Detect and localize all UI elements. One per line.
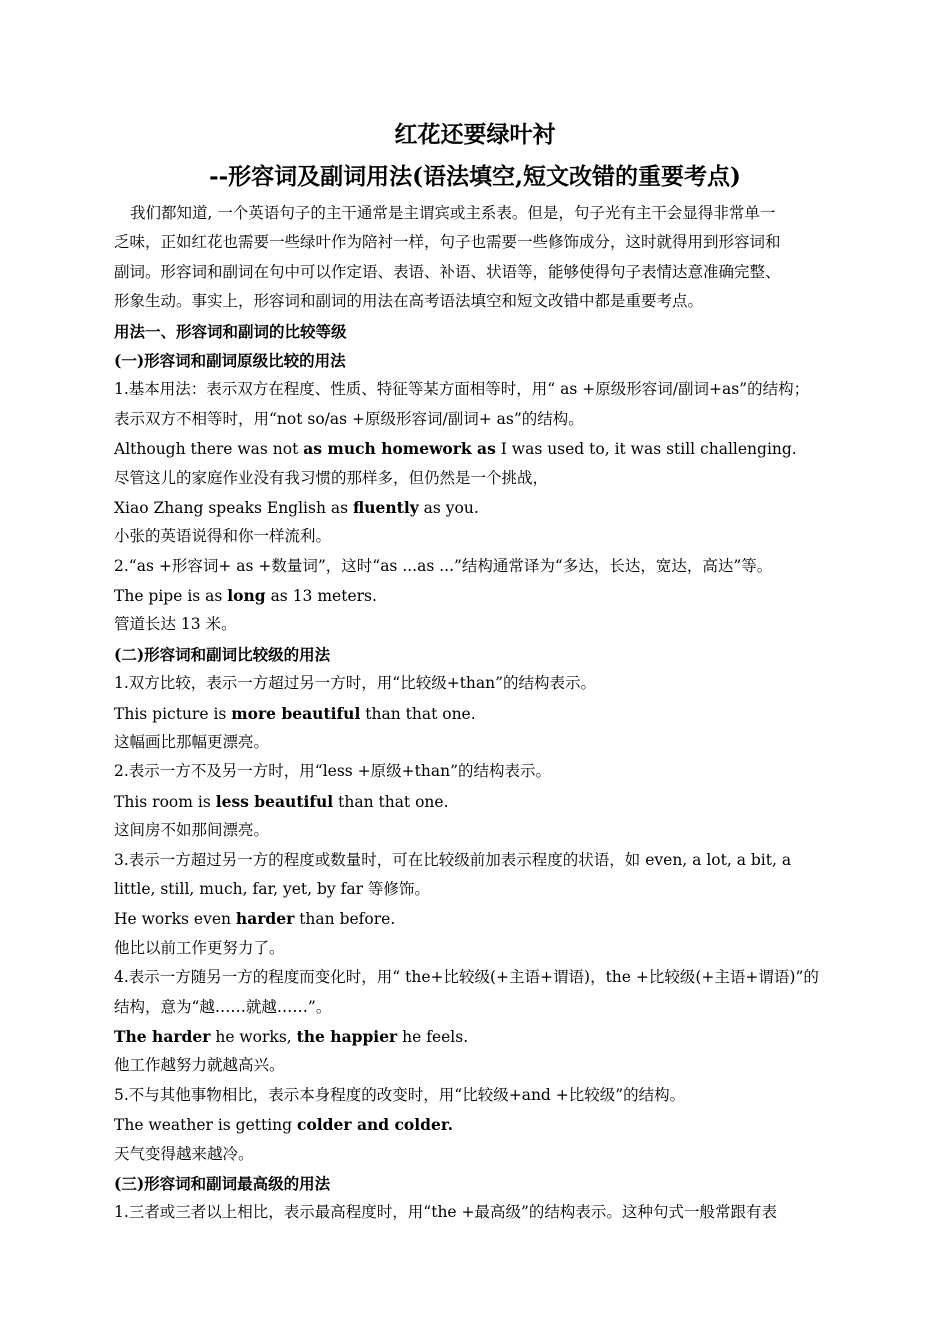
intro-line: 形象生动。事实上，形容词和副词的用法在高考语法填空和短文改错中都是重要考点。 — [114, 292, 704, 311]
example-text: as 13 meters. — [265, 587, 377, 606]
subsection-heading: (三)形容词和副词最高级的用法 — [114, 1173, 331, 1193]
example-text: The weather is getting — [114, 1116, 298, 1135]
rule-text: 1.三者或三者以上相比，表示最高程度时，用“the +最高级”的结构表示。这种句式一般常跟有表 — [114, 1203, 777, 1222]
example-text: I was used to, it was still challenging. — [495, 440, 797, 459]
rule-text: 2.“as +形容词+ as +数量词”，这时“as ...as ...”结构通常译为“多达，长达，宽达，高达”等。 — [114, 556, 773, 575]
example-text: as you. — [418, 498, 479, 517]
subsection-heading: (一)形容词和副词原级比较的用法 — [114, 350, 346, 370]
example-translation: 这间房不如那间漂亮。 — [114, 821, 270, 840]
example-keyword: fluently — [353, 497, 419, 517]
example-sentence — [114, 1022, 842, 1051]
document-body — [114, 199, 842, 1228]
section-heading: 用法一、形容词和副词的比较等级 — [114, 321, 347, 341]
example-text: Xiao Zhang speaks English as — [114, 498, 354, 517]
intro-line: 乏味，正如红花也需要一些绿叶作为陪衬一样，句子也需要一些修饰成分，这时就得用到形容词和 — [114, 233, 781, 252]
example-keyword: less beautiful — [215, 791, 334, 811]
example-keyword: harder — [235, 909, 295, 929]
example-text: Although there was not — [114, 440, 304, 459]
example-sentence — [114, 581, 842, 610]
document-subtitle: --形容词及副词用法(语法填空,短文改错的重要考点) — [209, 163, 741, 190]
rule-text: 1.基本用法：表示双方在程度、性质、特征等某方面相等时，用“ as +原级形容词/副词+as”的结构； — [114, 380, 810, 399]
example-text: than that one. — [360, 704, 476, 723]
example-text: he feels. — [397, 1027, 469, 1046]
example-text: He works even — [114, 910, 236, 929]
example-keyword: long — [227, 586, 266, 606]
example-translation: 天气变得越来越冷。 — [114, 1144, 254, 1163]
rule-text: 5.不与其他事物相比，表示本身程度的改变时，用“比较级+and +比较级”的结构。 — [114, 1085, 686, 1104]
example-translation: 管道长达 13 米。 — [114, 615, 237, 634]
intro-line: 副词。形容词和副词在句中可以作定语、表语、补语、状语等，能够使得句子表情达意准确完整、 — [114, 262, 781, 281]
example-keyword: more beautiful — [231, 703, 361, 723]
rule-text: 表示双方不相等时，用“not so/as +原级形容词/副词+ as”的结构。 — [114, 409, 584, 428]
example-sentence — [114, 434, 842, 463]
example-translation: 这幅画比那幅更漂亮。 — [114, 733, 270, 752]
example-text: he works, — [210, 1027, 297, 1046]
example-sentence — [114, 1110, 842, 1139]
rule-text: 2.表示一方不及另一方时，用“less +原级+than”的结构表示。 — [114, 762, 552, 781]
example-sentence — [114, 787, 842, 816]
example-keyword: as much homework as — [303, 439, 496, 459]
example-translation: 他工作越努力就越高兴。 — [114, 1056, 285, 1075]
example-text: than before. — [294, 910, 396, 929]
rule-text: 结构，意为“越……就越……”。 — [114, 997, 332, 1016]
example-text: This picture is — [114, 704, 232, 723]
rule-text: little, still, much, far, yet, by far 等修饰。 — [114, 879, 430, 898]
example-text: than that one. — [333, 792, 449, 811]
rule-text: 1.双方比较，表示一方超过另一方时，用“比较级+than”的结构表示。 — [114, 674, 597, 693]
subsection-heading: (二)形容词和副词比较级的用法 — [114, 644, 331, 664]
example-translation: 小张的英语说得和你一样流利。 — [114, 527, 332, 546]
example-text: The pipe is as — [114, 587, 228, 606]
example-translation: 他比以前工作更努力了。 — [114, 938, 285, 957]
intro-line: 我们都知道, 一个英语句子的主干通常是主谓宾或主系表。但是，句子光有主干会显得非常单一 — [130, 204, 776, 222]
example-translation: 尽管这儿的家庭作业没有我习惯的那样多，但仍然是一个挑战， — [114, 468, 549, 487]
example-sentence — [114, 904, 842, 933]
rule-text: 4.表示一方随另一方的程度而变化时，用“ the+比较级(+主语+谓语)，the +比较级(+主语+谓语)”的 — [114, 968, 819, 987]
example-sentence — [114, 493, 842, 522]
rule-text: 3.表示一方超过另一方的程度或数量时，可在比较级前加表示程度的状语，如 even, a lot, a bit, a — [114, 850, 792, 869]
example-text: This room is — [114, 792, 216, 811]
example-sentence — [114, 699, 842, 728]
example-keyword: the happier — [296, 1026, 398, 1046]
document-title: 红花还要绿叶衬 — [394, 121, 556, 148]
example-keyword: The harder — [114, 1026, 211, 1046]
example-keyword: colder and colder. — [297, 1115, 453, 1135]
